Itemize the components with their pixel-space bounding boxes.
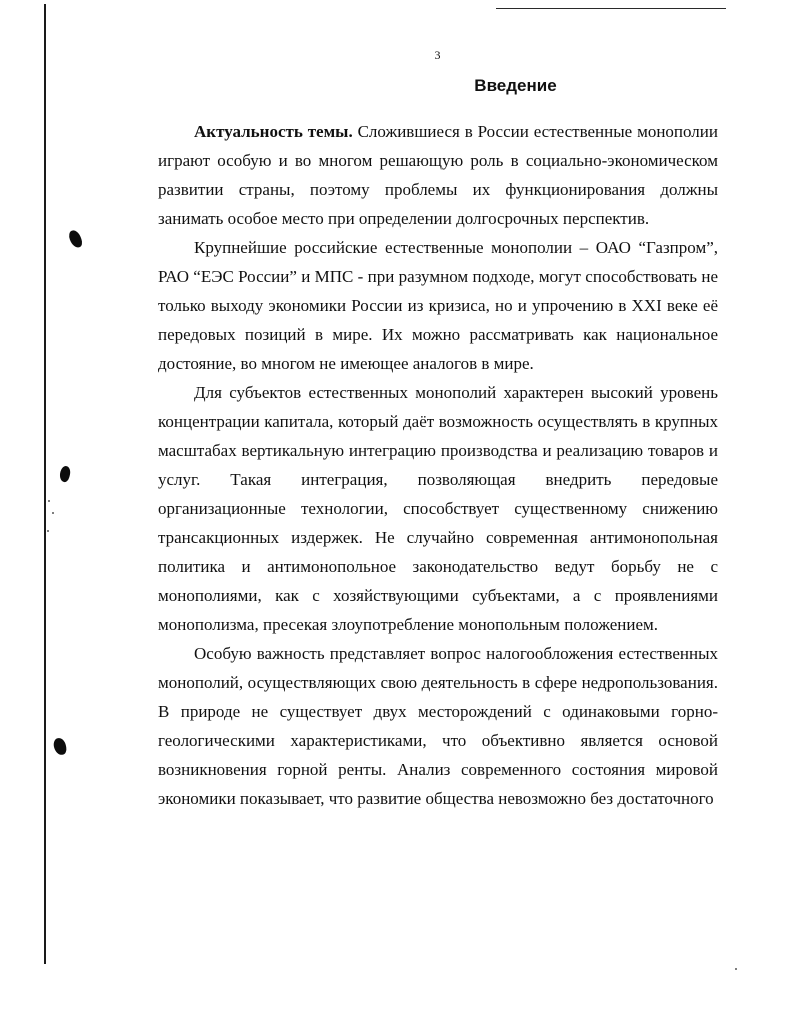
paragraph [158, 117, 718, 233]
body-text [158, 117, 718, 813]
paragraph-text: Особую важность представляет вопрос налогообложения естественных монополий, осуществляющих свою деятельность в сфере недропользования. В природе не существует двух месторождений с одинаковыми горно-геологическими характеристиками, что объективно является основой возникновения горной ренты. Анализ современного состояния мировой экономики показывает, что развитие общества невозможно без достаточного [158, 644, 718, 808]
scan-margin-line [44, 4, 46, 964]
page-number: 3 [434, 48, 441, 62]
paragraph-text: Сложившиеся в России естественные монополии играют особую и во многом решающую роль в социально-экономическом развитии страны, поэтому проблемы их функционирования должны занимать особое место при определении долгосрочных перспектив. [158, 122, 718, 228]
scan-speck [47, 530, 49, 532]
paragraph [158, 639, 718, 813]
scan-speck [52, 512, 54, 514]
paragraph-lead: Актуальность темы. [194, 122, 353, 141]
paragraph [158, 378, 718, 639]
scan-speck [735, 968, 737, 970]
ink-blot [67, 229, 83, 250]
paragraph-text: Крупнейшие российские естественные монополии – ОАО “Газпром”, РАО “ЕЭС России” и МПС - при разумном подходе, могут способствовать не только выходу экономики России из кризиса, но и упрочению в XXI веке её передовых позиций в мире. Их можно рассматривать как национальное достояние, во многом не имеющее аналогов в мире. [158, 238, 718, 373]
paragraph-text: Для субъектов естественных монополий характерен высокий уровень концентрации капитала, который даёт возможность осуществлять в крупных масштабах вертикальную интеграцию производства и реализацию товаров и услуг. Такая интеграция, позволяющая внедрить передовые организационные технологии, способствует существенному снижению трансакционных издержек. Не случайно современная антимонопольная политика и антимонопольное законодательство ведут борьбу не с монополиями, как с хозяйствующими субъектами, а с проявлениями монополизма, пресекая злоупотребление монопольным положением. [158, 383, 718, 634]
scan-speck [48, 500, 50, 502]
ink-blot [53, 737, 68, 756]
ink-blot [58, 465, 72, 483]
paragraph [158, 233, 718, 378]
section-title: Введение [474, 76, 557, 95]
scan-top-line [496, 8, 726, 9]
